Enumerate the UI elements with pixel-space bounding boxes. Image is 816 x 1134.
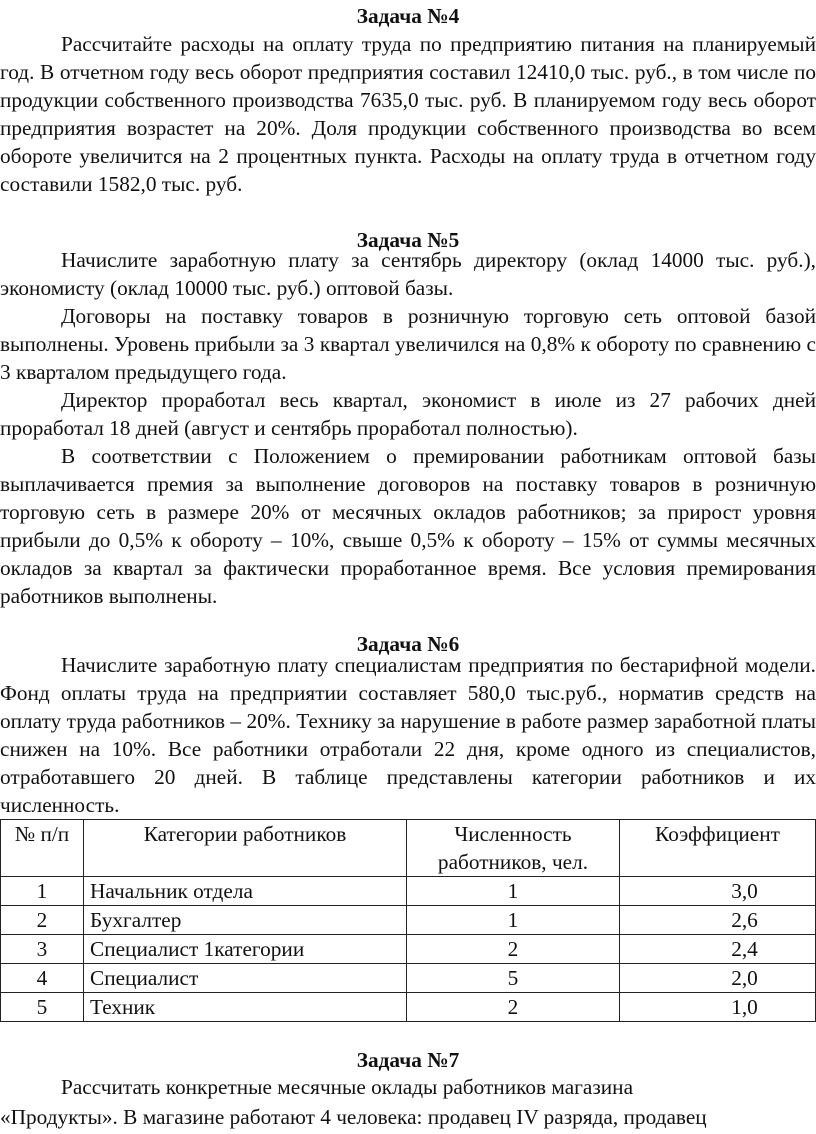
task5-title: Задача №5	[356, 228, 460, 252]
task7-title: Задача №7	[356, 1048, 460, 1072]
row-coefficient: 2,4	[620, 935, 816, 964]
task5-paragraph-1: Начислите заработную плату за сентябрь директору (оклад 14000 тыс. руб.), экономисту (оклад 10000 тыс. руб.) оптовой базы.	[0, 248, 816, 300]
row-coefficient: 3,0	[620, 877, 816, 906]
table-row	[1, 877, 816, 906]
row-category: Начальник отдела	[84, 877, 407, 906]
row-number: 1	[1, 877, 84, 906]
task6-title: Задача №6	[356, 632, 460, 656]
workers-table	[0, 819, 816, 1022]
header-number: № п/п	[1, 820, 84, 877]
table-row	[1, 993, 816, 1022]
row-category: Специалист 1категории	[84, 935, 407, 964]
task4-title: Задача №4	[356, 4, 460, 28]
task4-text: Рассчитайте расходы на оплату труда по предприятию питания на планируемый год. В отчетном году весь оборот предприятия составил 12410,0 тыс. руб., в том числе по продукции собственного производства 7635,0 тыс. руб. В планируемом году весь оборот предприятия возрастет на 20%. Доля продукции собственного производства во всем обороте увеличится на 2 процентных пункта. Расходы на оплату труда в отчетном году составили 1582,0 тыс. руб.	[0, 32, 816, 196]
table-row	[1, 935, 816, 964]
row-count: 2	[407, 935, 620, 964]
task6-text: Начислите заработную плату специалистам предприятия по бестарифной модели. Фонд оплаты труда на предприятии составляет 580,0 тыс.руб., норматив средств на оплату труда работников – 20%. Технику за нарушение в работе размер заработной платы снижен на 10%. Все работники отработали 22 дня, кроме одного из специалистов, отработавшего 20 дней. В таблице представлены категории работников и их численность.	[0, 653, 816, 817]
row-count: 5	[407, 964, 620, 993]
row-category: Бухгалтер	[84, 906, 407, 935]
row-coefficient: 2,0	[620, 964, 816, 993]
row-number: 4	[1, 964, 84, 993]
row-count: 1	[407, 906, 620, 935]
task5-paragraph-3: Директор проработал весь квартал, экономист в июле из 27 рабочих дней проработал 18 дней (август и сентябрь проработал полностью).	[0, 388, 816, 440]
header-category: Категории работников	[84, 820, 407, 877]
row-coefficient: 1,0	[620, 993, 816, 1022]
task7-line-2: «Продукты». В магазине работают 4 человека: продавец IV разряда, продавец	[0, 1105, 707, 1129]
table-row	[1, 964, 816, 993]
row-category: Специалист	[84, 964, 407, 993]
row-number: 2	[1, 906, 84, 935]
row-category: Техник	[84, 993, 407, 1022]
row-count: 2	[407, 993, 620, 1022]
header-count: Численность работников, чел.	[407, 820, 620, 877]
task5-paragraph-2: Договоры на поставку товаров в розничную торговую сеть оптовой базой выполнены. Уровень прибыли за 3 квартал увеличился на 0,8% к обороту по сравнению с 3 кварталом предыдущего года.	[0, 304, 816, 384]
task5-paragraph-4: В соответствии с Положением о премировании работникам оптовой базы выплачивается премия за выполнение договоров на поставку товаров в розничную торговую сеть в размере 20% от месячных окладов работников; за прирост уровня прибыли до 0,5% к обороту – 10%, свыше 0,5% к обороту – 15% от суммы месячных окладов за квартал за фактически проработанное время. Все условия премирования работников выполнены.	[0, 444, 816, 608]
header-coefficient: Коэффициент	[620, 820, 816, 877]
row-coefficient: 2,6	[620, 906, 816, 935]
row-number: 5	[1, 993, 84, 1022]
row-number: 3	[1, 935, 84, 964]
row-count: 1	[407, 877, 620, 906]
table-row	[1, 906, 816, 935]
table-header-row	[1, 820, 816, 877]
task7-line-1: Рассчитать конкретные месячные оклады работников магазина	[61, 1075, 634, 1099]
